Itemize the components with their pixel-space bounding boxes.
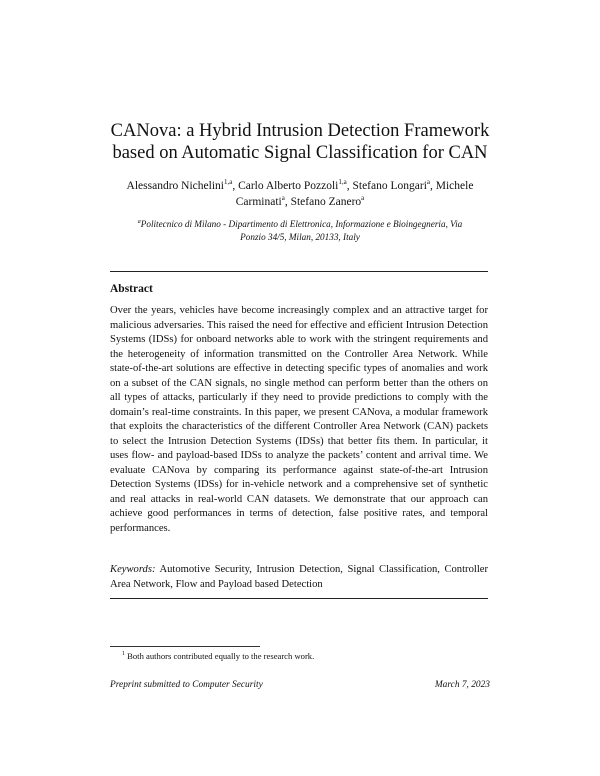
- footer-date: March 7, 2023: [434, 680, 490, 690]
- title-line-1: CANova: a Hybrid Intrusion Detection Framework: [110, 121, 490, 141]
- author: Alessandro Nichelini$^{1,a}$,: [126, 178, 239, 192]
- author: Michele Carminati$^a$,: [235, 180, 474, 208]
- title-line-2: based on Automatic Signal Classification for CAN: [112, 143, 488, 163]
- keywords-label: Keywords:: [110, 564, 156, 575]
- keywords: [110, 563, 488, 592]
- abstract-heading: Abstract: [110, 283, 153, 295]
- abstract-bottom-rule: [110, 598, 488, 599]
- affiliation: [125, 218, 475, 244]
- footnote-rule: [110, 646, 260, 647]
- affiliation-mark: a: [137, 218, 141, 225]
- footnote-text: Both authors contributed equally to the research work.: [127, 651, 315, 661]
- abstract-top-rule: [110, 271, 488, 272]
- affiliation-text: Politecnico di Milano - Dipartimento di Elettronica, Informazione e Bioingegneria, Via Ponzio 34/5, Milan, 20133, Italy: [140, 219, 463, 242]
- author: Carlo Alberto Pozzoli$^{1,a}$,: [238, 178, 353, 192]
- footnote: [122, 650, 314, 662]
- author-list: [105, 178, 495, 210]
- author: Stefano Zanero$^a$: [290, 194, 365, 208]
- abstract-body: Over the years, vehicles have become increasingly complex and an attractive target for malicious adversaries. This raised the need for effective and efficient Intrusion Detection Systems (IDSs) for onboard networks able to work with the stringent requirements and the heterogeneity of information transmitted on the Controller Area Network. While state-of-the-art solutions are effective in detecting specific types of anomalies and work on a subset of the CAN signals, no single method can perform better than the others on all types of attacks, particularly if they need to provide predictions to comply with the domain’s real-time constraints. In this paper, we present CANova, a modular framework that exploits the characteristics of the different Controller Area Network (CAN) packets to select the Intrusion Detection Systems (IDSs) that better fits them. In particular, it uses flow- and payload-based IDSs to analyze the packets’ content and arrival time. We evaluate CANova by comparing its performance against state-of-the-art Intrusion Detection Systems (IDSs) for in-vehicle network and a comprehensive set of synthetic and real attacks in real-world CAN datasets. We demonstrate that our approach can achieve good performances in terms of detection, false positive rates, and temporal performances.: [110, 305, 488, 534]
- footnote-mark: 1: [122, 651, 125, 658]
- author: Stefano Longari$^a$,: [352, 178, 436, 192]
- keywords-text: Automotive Security, Intrusion Detection, Signal Classification, Controller Area Network, Flow and Payload based Detection: [110, 564, 488, 590]
- paper-title: [60, 120, 540, 164]
- footer-journal: Preprint submitted to Computer Security: [110, 680, 263, 690]
